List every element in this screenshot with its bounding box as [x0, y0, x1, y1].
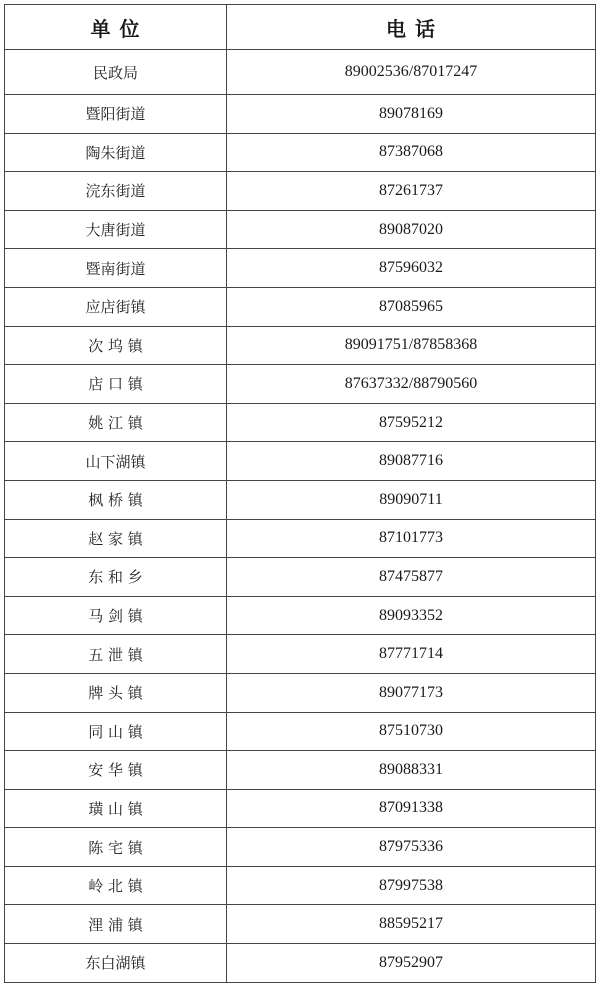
phone-cell: 87475877 [227, 558, 596, 597]
table-row [5, 519, 596, 558]
table-row [5, 133, 596, 172]
column-header-phone: 电 话 [227, 5, 596, 50]
unit-cell: 民政局 [5, 50, 227, 95]
table-row [5, 635, 596, 674]
table-row [5, 828, 596, 867]
phone-cell: 87975336 [227, 828, 596, 867]
unit-cell: 东白湖镇 [5, 944, 227, 983]
unit-cell: 大唐街道 [5, 210, 227, 249]
table-row [5, 673, 596, 712]
unit-cell: 岭 北 镇 [5, 866, 227, 905]
phone-cell: 89002536/87017247 [227, 50, 596, 95]
unit-cell: 东 和 乡 [5, 558, 227, 597]
unit-cell: 山下湖镇 [5, 442, 227, 481]
phone-cell: 89077173 [227, 673, 596, 712]
phone-cell: 87085965 [227, 287, 596, 326]
table-row [5, 558, 596, 597]
unit-cell: 暨阳街道 [5, 95, 227, 134]
unit-cell: 陈 宅 镇 [5, 828, 227, 867]
unit-cell: 赵 家 镇 [5, 519, 227, 558]
phone-cell: 87637332/88790560 [227, 365, 596, 404]
unit-cell: 五 泄 镇 [5, 635, 227, 674]
table-row [5, 95, 596, 134]
table-body [5, 50, 596, 983]
unit-cell: 次 坞 镇 [5, 326, 227, 365]
table-row [5, 287, 596, 326]
table-row [5, 905, 596, 944]
phone-cell: 88595217 [227, 905, 596, 944]
unit-cell: 店 口 镇 [5, 365, 227, 404]
unit-cell: 浬 浦 镇 [5, 905, 227, 944]
phone-cell: 87261737 [227, 172, 596, 211]
header-row [5, 5, 596, 50]
table-row [5, 210, 596, 249]
table-row [5, 789, 596, 828]
phone-cell: 89091751/87858368 [227, 326, 596, 365]
unit-cell: 姚 江 镇 [5, 403, 227, 442]
unit-cell: 陶朱街道 [5, 133, 227, 172]
phone-cell: 87952907 [227, 944, 596, 983]
table-row [5, 50, 596, 95]
phone-cell: 89087020 [227, 210, 596, 249]
column-header-unit: 单 位 [5, 5, 227, 50]
unit-cell: 枫 桥 镇 [5, 480, 227, 519]
phone-cell: 89088331 [227, 751, 596, 790]
table-row [5, 403, 596, 442]
unit-cell: 牌 头 镇 [5, 673, 227, 712]
table-row [5, 326, 596, 365]
table-row [5, 442, 596, 481]
phone-cell: 87997538 [227, 866, 596, 905]
phone-cell: 87596032 [227, 249, 596, 288]
unit-cell: 应店街镇 [5, 287, 227, 326]
table-row [5, 596, 596, 635]
table-row [5, 480, 596, 519]
phone-cell: 87595212 [227, 403, 596, 442]
table-row [5, 751, 596, 790]
table-row [5, 712, 596, 751]
phone-cell: 89087716 [227, 442, 596, 481]
table-row [5, 365, 596, 404]
unit-cell: 同 山 镇 [5, 712, 227, 751]
phone-cell: 87510730 [227, 712, 596, 751]
unit-cell: 马 剑 镇 [5, 596, 227, 635]
phone-cell: 87771714 [227, 635, 596, 674]
table-row [5, 249, 596, 288]
table-row [5, 944, 596, 983]
phone-cell: 89093352 [227, 596, 596, 635]
phone-cell: 89078169 [227, 95, 596, 134]
table-header [5, 5, 596, 50]
unit-cell: 安 华 镇 [5, 751, 227, 790]
phone-cell: 87091338 [227, 789, 596, 828]
contact-table [4, 4, 596, 983]
table-row [5, 172, 596, 211]
phone-cell: 87387068 [227, 133, 596, 172]
unit-cell: 璜 山 镇 [5, 789, 227, 828]
phone-cell: 89090711 [227, 480, 596, 519]
table-row [5, 866, 596, 905]
unit-cell: 暨南街道 [5, 249, 227, 288]
unit-cell: 浣东街道 [5, 172, 227, 211]
phone-cell: 87101773 [227, 519, 596, 558]
